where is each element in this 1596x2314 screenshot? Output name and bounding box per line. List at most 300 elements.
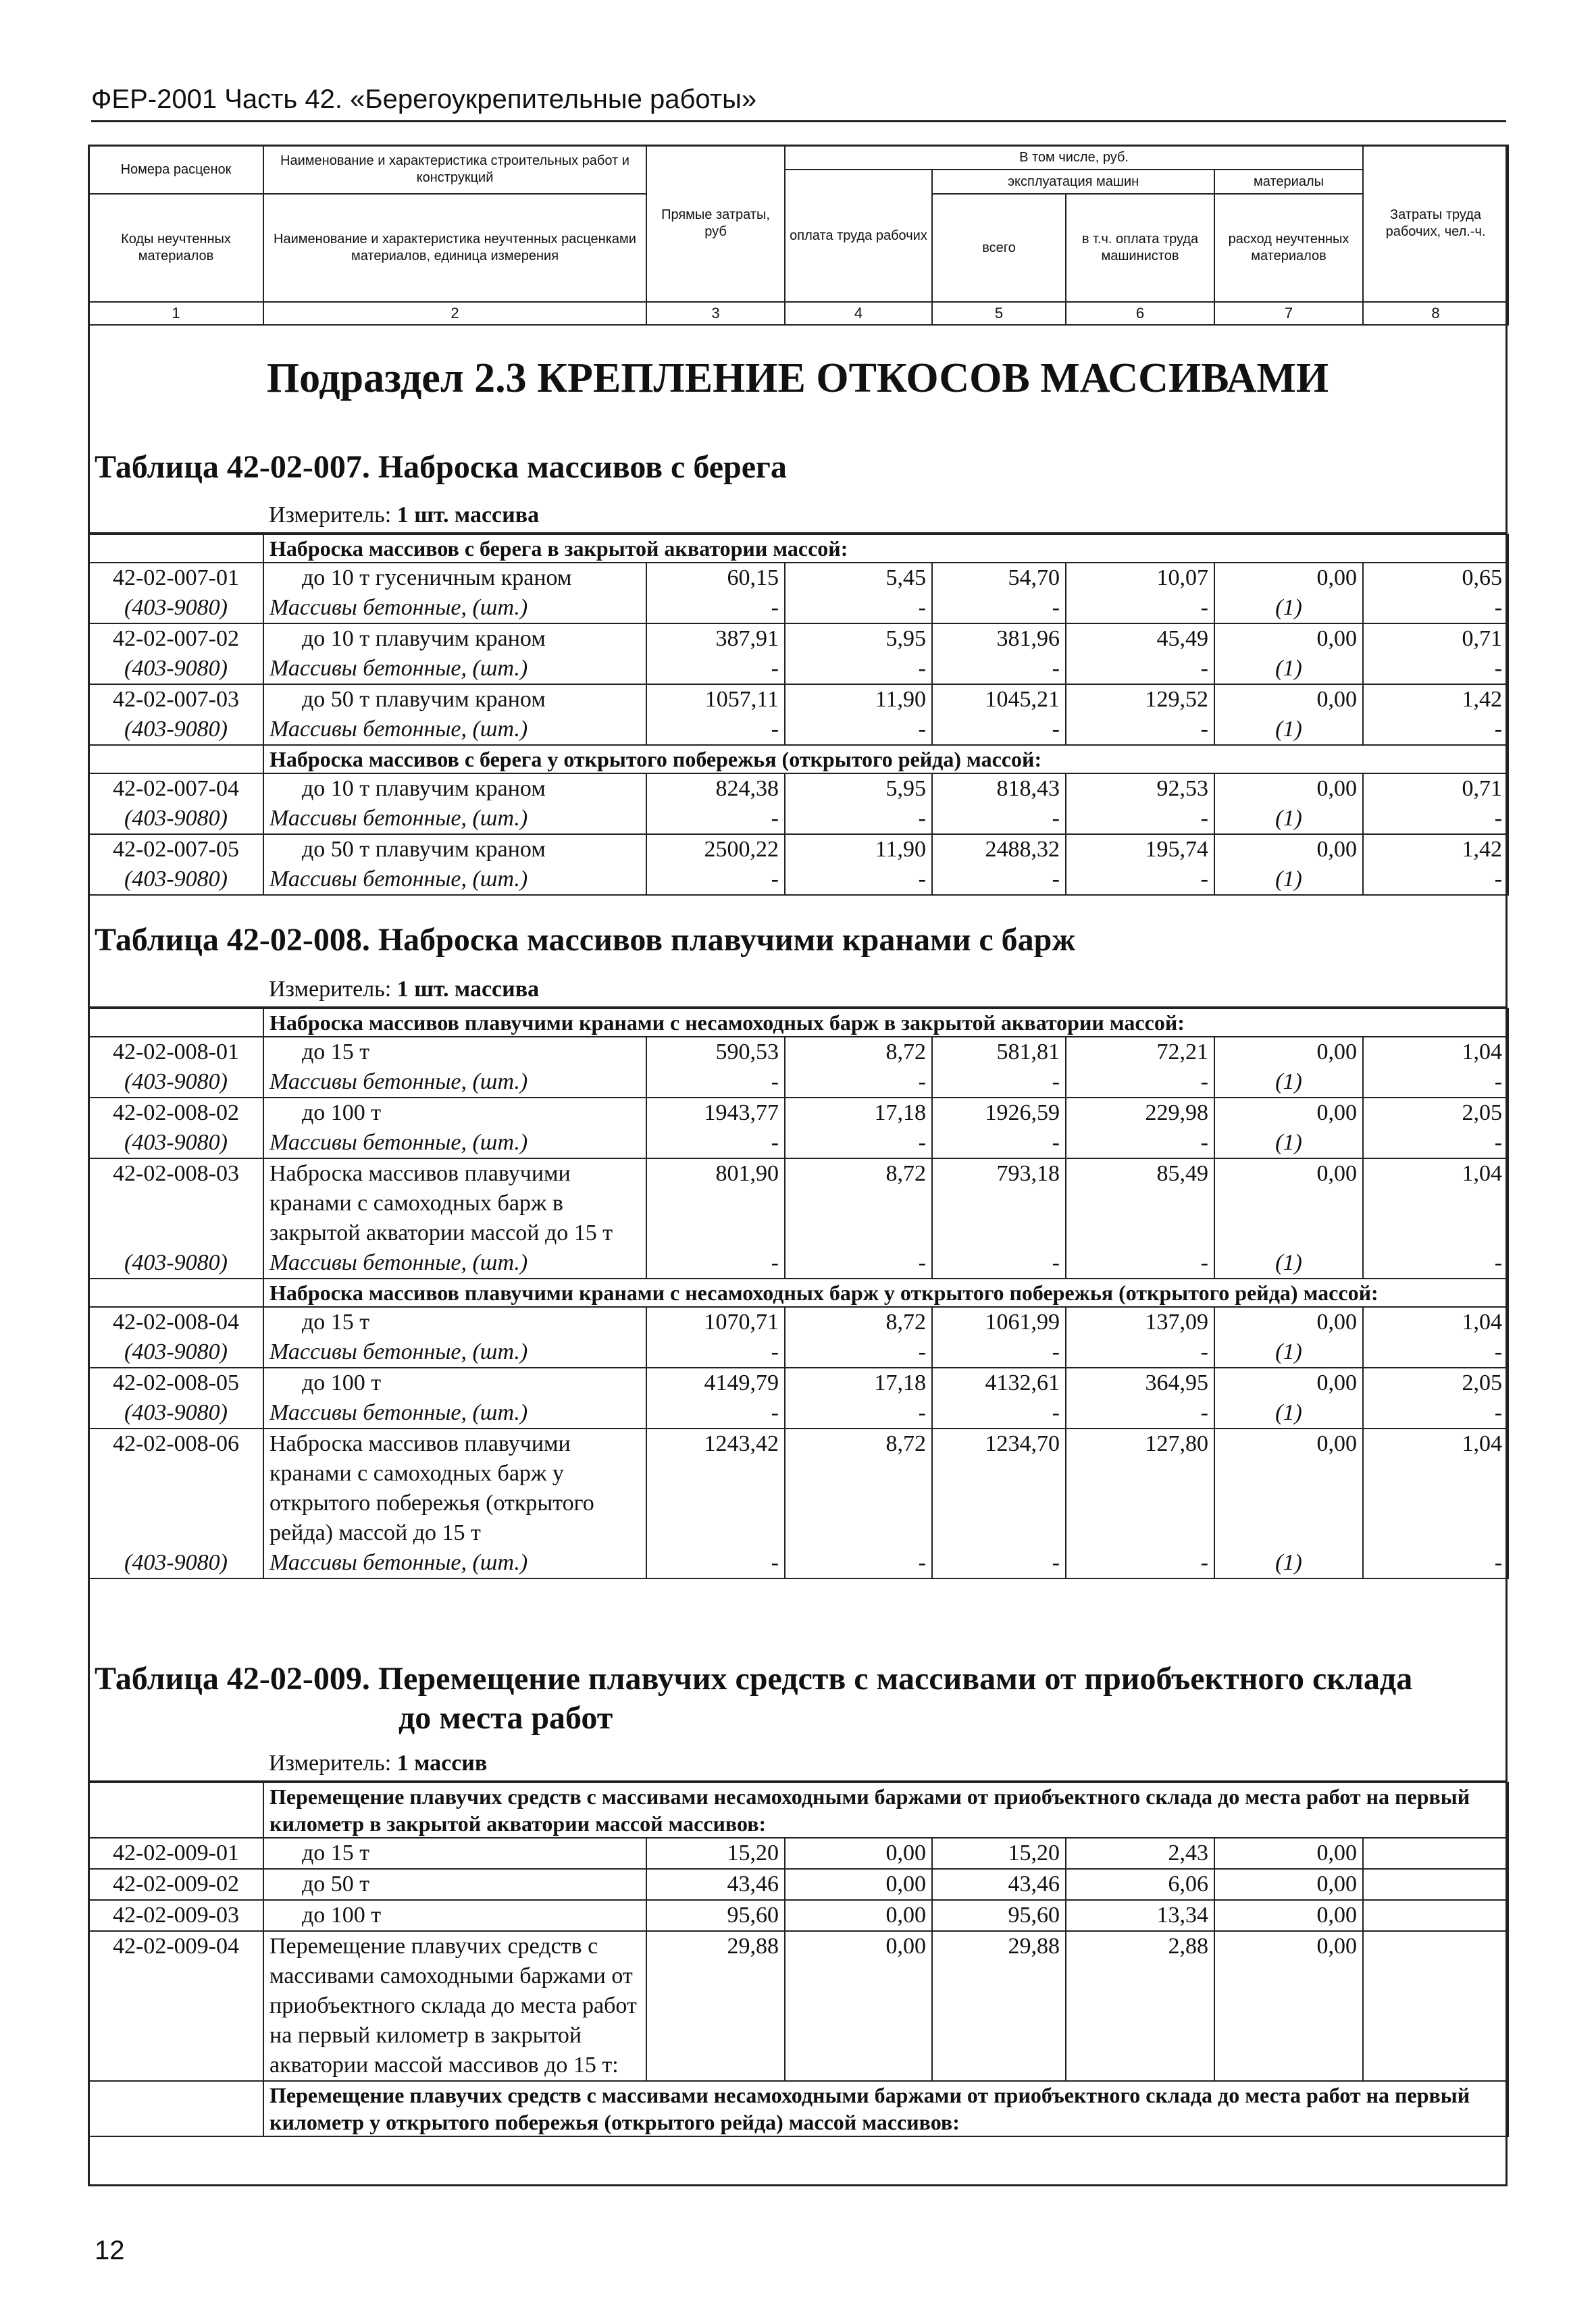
material-name: Массивы бетонные, (шт.) (263, 1128, 646, 1158)
material-value: - (1363, 654, 1508, 684)
material-value: - (785, 1337, 932, 1368)
col5-heading: всего (932, 194, 1066, 302)
rate-code: 42-02-009-02 (88, 1869, 263, 1900)
material-value: - (785, 1248, 932, 1279)
material-value: - (1066, 715, 1214, 745)
labor-cost: 8,72 (785, 1037, 932, 1067)
page-header: ФЕР-2001 Часть 42. «Берегоукрепительные работы» (91, 84, 757, 114)
work-name-cell (263, 1429, 646, 1548)
labor-cost: 0,00 (785, 1931, 932, 2081)
material-cost: 0,00 (1214, 1307, 1363, 1337)
material-name: Массивы бетонные, (шт.) (263, 1248, 646, 1279)
table-row (88, 1931, 1508, 2081)
material-value: - (1066, 1067, 1214, 1098)
material-code: (403-9080) (88, 865, 263, 895)
material-cost: 0,00 (1214, 1429, 1363, 1548)
material-value: - (1066, 1337, 1214, 1368)
group-header-row (88, 1279, 1508, 1307)
machine-cost: 581,81 (932, 1037, 1066, 1067)
work-name: до 10 т гусеничным краном (302, 565, 572, 590)
material-value: - (1363, 865, 1508, 895)
work-name: до 100 т (302, 1370, 382, 1395)
material-value: - (646, 1337, 785, 1368)
material-row (88, 593, 1508, 623)
table-008-title: Таблица 42-02-008. Наброска массивов плавучими кранами с барж (95, 922, 1076, 958)
material-code: (403-9080) (88, 654, 263, 684)
group-header-row (88, 1782, 1508, 1838)
direct-cost: 29,88 (646, 1931, 785, 2081)
machine-cost: 54,70 (932, 563, 1066, 593)
col8-heading: Затраты труда рабочих, чел.-ч. (1363, 145, 1508, 302)
operator-cost: 195,74 (1066, 834, 1214, 865)
material-value: - (785, 715, 932, 745)
direct-cost: 1243,42 (646, 1429, 785, 1548)
group-header: Перемещение плавучих средств с массивами несамоходными баржами от приобъектного склада до места работ на первый километр в закрытой акватории массой массивов: (263, 1782, 1508, 1838)
table-009 (88, 1782, 1509, 2137)
measure-value: 1 шт. массива (396, 503, 540, 528)
direct-cost: 43,46 (646, 1869, 785, 1900)
material-name: Массивы бетонные, (шт.) (263, 1067, 646, 1098)
material-value: - (932, 715, 1066, 745)
material-code: (403-9080) (88, 1337, 263, 1368)
table-row (88, 773, 1508, 804)
material-name: Массивы бетонные, (шт.) (263, 865, 646, 895)
operator-cost: 129,52 (1066, 684, 1214, 715)
material-value: - (1363, 1548, 1508, 1578)
operator-cost: 85,49 (1066, 1158, 1214, 1248)
rate-code: 42-02-009-04 (88, 1931, 263, 2081)
material-value: - (1066, 654, 1214, 684)
direct-cost: 4149,79 (646, 1368, 785, 1398)
operator-cost: 92,53 (1066, 773, 1214, 804)
column-number: 3 (646, 302, 785, 325)
measure-value: 1 шт. массива (396, 977, 540, 1002)
operator-cost: 127,80 (1066, 1429, 1214, 1548)
machine-cost: 793,18 (932, 1158, 1066, 1248)
material-value: - (1066, 865, 1214, 895)
material-row (88, 654, 1508, 684)
table-row (88, 563, 1508, 593)
table-row (88, 1900, 1508, 1931)
material-value: - (1363, 1128, 1508, 1158)
rate-code: 42-02-009-03 (88, 1900, 263, 1931)
material-value: - (932, 865, 1066, 895)
operator-cost: 364,95 (1066, 1368, 1214, 1398)
labor-hours: 1,04 (1363, 1307, 1508, 1337)
material-code: (403-9080) (88, 1067, 263, 1098)
material-cost: 0,00 (1214, 623, 1363, 654)
group-header-row (88, 745, 1508, 773)
work-name: до 100 т (302, 1903, 382, 1928)
machine-cost: 1234,70 (932, 1429, 1066, 1548)
group-header: Наброска массивов с берега у открытого побережья (открытого рейда) массой: (263, 745, 1508, 773)
direct-cost: 1943,77 (646, 1098, 785, 1128)
material-value: - (1363, 1248, 1508, 1279)
group-header-row (88, 1008, 1508, 1037)
table-007-title: Таблица 42-02-007. Наброска массивов с берега (95, 449, 787, 485)
material-name: Массивы бетонные, (шт.) (263, 715, 646, 745)
work-name-cell (263, 773, 646, 804)
material-value: - (646, 804, 785, 834)
material-code: (403-9080) (88, 804, 263, 834)
material-row (88, 804, 1508, 834)
group-header-row (88, 2081, 1508, 2136)
col2-top-heading: Наименование и характеристика строительных работ и конструкций (263, 145, 646, 194)
labor-hours: 1,04 (1363, 1158, 1508, 1248)
material-value: - (646, 1548, 785, 1578)
labor-hours: 2,05 (1363, 1368, 1508, 1398)
subsection-title: Подраздел 2.3 КРЕПЛЕНИЕ ОТКОСОВ МАССИВАМИ (266, 355, 1329, 401)
material-name: Массивы бетонные, (шт.) (263, 593, 646, 623)
title-line: до места работ (398, 1699, 613, 1736)
work-name: Наброска массивов плавучими кранами с самоходных барж в закрытой акватории массой до 15 т (269, 1161, 613, 1245)
material-name: Массивы бетонные, (шт.) (263, 1337, 646, 1368)
machine-cost: 381,96 (932, 623, 1066, 654)
rate-code: 42-02-007-05 (88, 834, 263, 865)
column-number: 2 (263, 302, 646, 325)
machine-cost: 1045,21 (932, 684, 1066, 715)
material-value: - (932, 1398, 1066, 1429)
direct-cost: 590,53 (646, 1037, 785, 1067)
table-row (88, 1838, 1508, 1869)
operator-cost: 72,21 (1066, 1037, 1214, 1067)
material-value: - (932, 1248, 1066, 1279)
material-cost: 0,00 (1214, 563, 1363, 593)
material-cost: 0,00 (1214, 1098, 1363, 1128)
material-name: Массивы бетонные, (шт.) (263, 1398, 646, 1429)
material-row (88, 1067, 1508, 1098)
labor-cost: 11,90 (785, 834, 932, 865)
material-value: - (785, 654, 932, 684)
col6-heading: в т.ч. оплата труда машинистов (1066, 194, 1214, 302)
material-value: - (1363, 715, 1508, 745)
work-name-cell (263, 623, 646, 654)
work-name-cell (263, 563, 646, 593)
material-value: - (785, 804, 932, 834)
table-row (88, 1307, 1508, 1337)
group-header: Наброска массивов с берега в закрытой акватории массой: (263, 534, 1508, 563)
table-007-measure (269, 503, 539, 528)
table-row (88, 1037, 1508, 1067)
work-name-cell (263, 1368, 646, 1398)
group-header: Наброска массивов плавучими кранами с несамоходных барж в закрытой акватории массой: (263, 1008, 1508, 1037)
direct-cost: 1057,11 (646, 684, 785, 715)
rate-code: 42-02-008-05 (88, 1368, 263, 1398)
column-number: 7 (1214, 302, 1363, 325)
material-name: Массивы бетонные, (шт.) (263, 1548, 646, 1578)
col7-heading: расход неучтенных материалов (1214, 194, 1363, 302)
work-name: до 15 т (302, 1039, 370, 1064)
material-value: - (646, 1398, 785, 1429)
rate-code: 42-02-007-04 (88, 773, 263, 804)
material-qty: (1) (1214, 804, 1363, 834)
column-header (88, 145, 1509, 326)
machine-cost: 43,46 (932, 1869, 1066, 1900)
labor-cost: 17,18 (785, 1098, 932, 1128)
material-value: - (1066, 1548, 1214, 1578)
labor-hours: 2,05 (1363, 1098, 1508, 1128)
material-qty: (1) (1214, 865, 1363, 895)
material-cost: 0,00 (1214, 1931, 1363, 2081)
work-name-cell (263, 1158, 646, 1248)
machine-cost: 1061,99 (932, 1307, 1066, 1337)
group-header-row (88, 534, 1508, 563)
direct-cost: 60,15 (646, 563, 785, 593)
direct-cost: 824,38 (646, 773, 785, 804)
material-qty: (1) (1214, 715, 1363, 745)
table-row (88, 623, 1508, 654)
labor-hours (1363, 1869, 1508, 1900)
material-value: - (932, 654, 1066, 684)
material-row (88, 1128, 1508, 1158)
material-value: - (785, 1067, 932, 1098)
material-cost: 0,00 (1214, 1158, 1363, 1248)
material-row (88, 1398, 1508, 1429)
operator-cost: 45,49 (1066, 623, 1214, 654)
labor-cost: 5,95 (785, 773, 932, 804)
column-number: 1 (88, 302, 263, 325)
material-value: - (1066, 1128, 1214, 1158)
material-value: - (932, 1128, 1066, 1158)
work-name: до 10 т плавучим краном (302, 776, 546, 801)
labor-hours: 1,42 (1363, 834, 1508, 865)
labor-hours: 1,42 (1363, 684, 1508, 715)
measure-value: 1 массив (396, 1751, 488, 1776)
material-value: - (1363, 1337, 1508, 1368)
work-name-cell (263, 1931, 646, 2081)
operator-cost: 13,34 (1066, 1900, 1214, 1931)
machine-cost: 95,60 (932, 1900, 1066, 1931)
work-name-cell (263, 684, 646, 715)
labor-cost: 0,00 (785, 1838, 932, 1869)
material-value: - (646, 715, 785, 745)
work-name: до 10 т плавучим краном (302, 626, 546, 651)
table-008 (88, 1008, 1509, 1579)
labor-hours: 1,04 (1363, 1037, 1508, 1067)
work-name-cell (263, 834, 646, 865)
operator-cost: 137,09 (1066, 1307, 1214, 1337)
material-code: (403-9080) (88, 1548, 263, 1578)
material-cost: 0,00 (1214, 1838, 1363, 1869)
labor-cost: 17,18 (785, 1368, 932, 1398)
rate-code: 42-02-007-02 (88, 623, 263, 654)
rate-code: 42-02-008-04 (88, 1307, 263, 1337)
labor-hours (1363, 1931, 1508, 2081)
column-number: 6 (1066, 302, 1214, 325)
operator-cost: 2,43 (1066, 1838, 1214, 1869)
work-name-cell (263, 1037, 646, 1067)
material-qty: (1) (1214, 1337, 1363, 1368)
labor-cost: 8,72 (785, 1307, 932, 1337)
labor-hours (1363, 1838, 1508, 1869)
material-value: - (646, 654, 785, 684)
group-header: Наброска массивов плавучими кранами с несамоходных барж у открытого побережья (открытого рейда) массой: (263, 1279, 1508, 1307)
material-cost: 0,00 (1214, 1869, 1363, 1900)
material-value: - (1363, 593, 1508, 623)
material-value: - (785, 1548, 932, 1578)
rate-code: 42-02-007-03 (88, 684, 263, 715)
title-line: Таблица 42-02-009. Перемещение плавучих средств с массивами от приобъектного склада (95, 1661, 1413, 1697)
labor-hours: 0,71 (1363, 623, 1508, 654)
table-row (88, 1869, 1508, 1900)
material-value: - (646, 1128, 785, 1158)
materials-heading: материалы (1214, 170, 1363, 194)
col1-top-heading: Номера расценок (88, 145, 263, 194)
material-cost: 0,00 (1214, 834, 1363, 865)
material-code: (403-9080) (88, 593, 263, 623)
material-value: - (1066, 593, 1214, 623)
material-value: - (646, 865, 785, 895)
header-rule (91, 120, 1506, 122)
labor-hours (1363, 1900, 1508, 1931)
machine-cost: 29,88 (932, 1931, 1066, 2081)
work-name-cell (263, 1838, 646, 1869)
labor-hours: 1,04 (1363, 1429, 1508, 1548)
material-row (88, 715, 1508, 745)
operator-cost: 229,98 (1066, 1098, 1214, 1128)
material-value: - (646, 1248, 785, 1279)
column-numbers (88, 302, 1508, 325)
table-row (88, 1158, 1508, 1248)
material-value: - (932, 1337, 1066, 1368)
material-qty: (1) (1214, 1248, 1363, 1279)
material-row (88, 1248, 1508, 1279)
table-row (88, 684, 1508, 715)
work-name-cell (263, 1098, 646, 1128)
table-009-measure (269, 1751, 487, 1776)
operator-cost: 6,06 (1066, 1869, 1214, 1900)
work-name: до 50 т плавучим краном (302, 837, 546, 862)
direct-cost: 801,90 (646, 1158, 785, 1248)
labor-cost: 11,90 (785, 684, 932, 715)
material-row (88, 865, 1508, 895)
table-row (88, 834, 1508, 865)
rate-code: 42-02-008-06 (88, 1429, 263, 1548)
material-value: - (646, 1067, 785, 1098)
work-name: до 15 т (302, 1310, 370, 1335)
material-value: - (646, 593, 785, 623)
material-value: - (1066, 1248, 1214, 1279)
material-qty: (1) (1214, 654, 1363, 684)
machine-cost: 4132,61 (932, 1368, 1066, 1398)
measure-label: Измеритель: (269, 977, 392, 1002)
col1-bottom-heading: Коды неучтенных материалов (88, 194, 263, 302)
labor-cost: 5,45 (785, 563, 932, 593)
material-code: (403-9080) (88, 1248, 263, 1279)
group-header: Перемещение плавучих средств с массивами несамоходными баржами от приобъектного склада до места работ на первый километр у открытого побережья (открытого рейда) массой массивов: (263, 2081, 1508, 2136)
column-number: 8 (1363, 302, 1508, 325)
table-009-title (95, 1660, 1412, 1737)
material-row (88, 1337, 1508, 1368)
operator-cost: 10,07 (1066, 563, 1214, 593)
table-row (88, 1098, 1508, 1128)
column-number: 4 (785, 302, 932, 325)
machine-cost: 15,20 (932, 1838, 1066, 1869)
material-qty: (1) (1214, 1128, 1363, 1158)
material-value: - (932, 593, 1066, 623)
material-value: - (785, 865, 932, 895)
table-row (88, 1368, 1508, 1398)
material-value: - (1066, 1398, 1214, 1429)
included-heading: В том числе, руб. (785, 145, 1363, 170)
rate-code: 42-02-008-02 (88, 1098, 263, 1128)
material-qty: (1) (1214, 1548, 1363, 1578)
measure-label: Измеритель: (269, 1751, 392, 1776)
direct-cost: 15,20 (646, 1838, 785, 1869)
material-code: (403-9080) (88, 1398, 263, 1429)
labor-cost: 0,00 (785, 1900, 932, 1931)
direct-cost: 387,91 (646, 623, 785, 654)
material-name: Массивы бетонные, (шт.) (263, 654, 646, 684)
work-name-cell (263, 1307, 646, 1337)
work-name-cell (263, 1869, 646, 1900)
work-name: Перемещение плавучих средств с массивами самоходными баржами от приобъектного склада до места работ на первый километр в закрытой акватории массой массивов до 15 т: (269, 1934, 637, 2078)
operator-cost: 2,88 (1066, 1931, 1214, 2081)
col3-heading: Прямые затраты, руб (646, 145, 785, 302)
page-number: 12 (95, 2236, 125, 2265)
machine-cost: 818,43 (932, 773, 1066, 804)
material-cost: 0,00 (1214, 1037, 1363, 1067)
material-code: (403-9080) (88, 715, 263, 745)
work-name: до 100 т (302, 1100, 382, 1125)
material-value: - (785, 1398, 932, 1429)
material-value: - (1363, 1067, 1508, 1098)
material-name: Массивы бетонные, (шт.) (263, 804, 646, 834)
direct-cost: 95,60 (646, 1900, 785, 1931)
work-name: до 50 т плавучим краном (302, 687, 546, 712)
rate-code: 42-02-007-01 (88, 563, 263, 593)
labor-cost: 8,72 (785, 1429, 932, 1548)
material-value: - (785, 1128, 932, 1158)
rate-code: 42-02-008-01 (88, 1037, 263, 1067)
labor-cost: 8,72 (785, 1158, 932, 1248)
measure-label: Измеритель: (269, 503, 392, 528)
direct-cost: 2500,22 (646, 834, 785, 865)
material-cost: 0,00 (1214, 1900, 1363, 1931)
material-qty: (1) (1214, 593, 1363, 623)
table-row (88, 1429, 1508, 1548)
material-cost: 0,00 (1214, 684, 1363, 715)
work-name-cell (263, 1900, 646, 1931)
col4-heading: оплата труда рабочих (785, 170, 932, 302)
material-value: - (932, 1067, 1066, 1098)
material-value: - (1363, 804, 1508, 834)
machines-heading: эксплуатация машин (932, 170, 1214, 194)
rate-code: 42-02-008-03 (88, 1158, 263, 1248)
table-008-measure (269, 977, 539, 1002)
work-name: Наброска массивов плавучими кранами с самоходных барж у открытого побережья (открытого рейда) массой до 15 т (269, 1431, 594, 1545)
labor-hours: 0,71 (1363, 773, 1508, 804)
material-value: - (785, 593, 932, 623)
col2-bottom-heading: Наименование и характеристика неучтенных расценками материалов, единица измерения (263, 194, 646, 302)
material-value: - (1363, 1398, 1508, 1429)
work-name: до 15 т (302, 1841, 370, 1866)
material-cost: 0,00 (1214, 1368, 1363, 1398)
material-value: - (932, 1548, 1066, 1578)
material-code: (403-9080) (88, 1128, 263, 1158)
table-007 (88, 534, 1509, 896)
labor-cost: 0,00 (785, 1869, 932, 1900)
labor-hours: 0,65 (1363, 563, 1508, 593)
work-name: до 50 т (302, 1872, 370, 1897)
material-value: - (1066, 804, 1214, 834)
material-qty: (1) (1214, 1067, 1363, 1098)
material-qty: (1) (1214, 1398, 1363, 1429)
labor-cost: 5,95 (785, 623, 932, 654)
material-cost: 0,00 (1214, 773, 1363, 804)
material-value: - (932, 804, 1066, 834)
machine-cost: 1926,59 (932, 1098, 1066, 1128)
